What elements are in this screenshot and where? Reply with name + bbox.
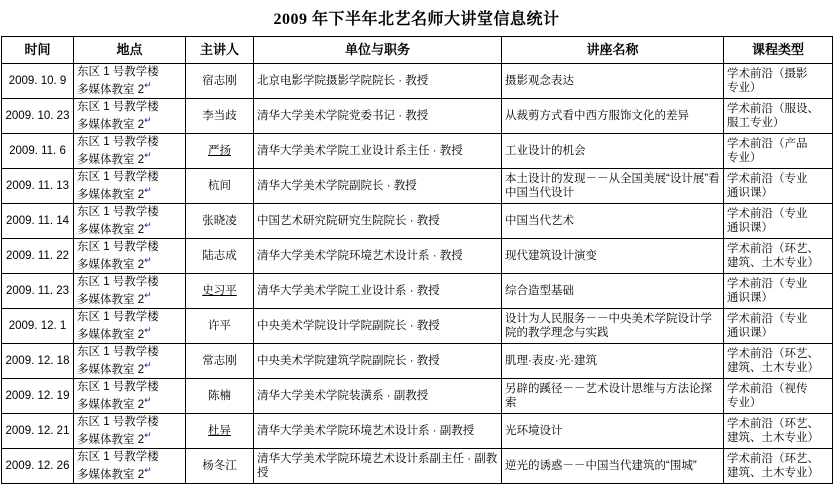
cell-type [724, 169, 833, 204]
cell-place-line1: 东区 1 号教学楼 [77, 136, 159, 149]
cell-lecture: 工业设计的机会 [502, 134, 724, 169]
cell-type [724, 379, 833, 414]
cell-type [724, 274, 833, 309]
place-marker-icon: ↵ [144, 114, 152, 125]
cell-place [74, 449, 186, 484]
cell-speaker: 许平 [186, 309, 254, 344]
place-marker-icon: ↵ [144, 149, 152, 160]
cell-type-line2: 建筑、土木专业） [727, 432, 819, 444]
cell-time: 2009. 12. 18 [2, 344, 74, 379]
cell-speaker: 杨冬江 [186, 449, 254, 484]
table-row [2, 274, 833, 309]
cell-lecture: 逆光的诱惑－－中国当代建筑的“围城” [502, 449, 724, 484]
cell-unit: 清华大学美术学院装潢系 · 副教授 [254, 379, 502, 414]
cell-lecture: 另辟的蹊径－－艺术设计思维与方法论探索 [502, 379, 724, 414]
cell-type-line1: 学术前沿（摄影 [727, 67, 808, 80]
cell-place-line1: 东区 1 号教学楼 [77, 311, 159, 324]
cell-place-line1: 东区 1 号教学楼 [77, 346, 159, 359]
cell-type [724, 99, 833, 134]
cell-time: 2009. 12. 26 [2, 449, 74, 484]
cell-time: 2009. 12. 1 [2, 309, 74, 344]
cell-lecture: 摄影观念表达 [502, 64, 724, 99]
cell-time: 2009. 10. 9 [2, 64, 74, 99]
place-marker-icon: ↵ [144, 79, 152, 90]
cell-place-line2: 多媒体教室 2↵ [77, 219, 152, 236]
cell-speaker: 杜异 [186, 414, 254, 449]
cell-speaker: 史习平 [186, 274, 254, 309]
cell-unit: 清华大学美术学院环境艺术设计系副主任 · 副教授 [254, 449, 502, 484]
cell-speaker: 宿志刚 [186, 64, 254, 99]
place-marker-icon: ↵ [144, 219, 152, 230]
cell-unit: 清华大学美术学院工业设计系 · 教授 [254, 274, 502, 309]
cell-speaker: 严扬 [186, 134, 254, 169]
cell-place [74, 99, 186, 134]
cell-place-line1: 东区 1 号教学楼 [77, 171, 159, 184]
cell-place-line2: 多媒体教室 2↵ [77, 464, 152, 481]
cell-lecture: 本土设计的发现－－从全国美展“设计展”看中国当代设计 [502, 169, 724, 204]
cell-type [724, 449, 833, 484]
cell-speaker: 李当歧 [186, 99, 254, 134]
table-row [2, 414, 833, 449]
cell-place [74, 134, 186, 169]
cell-unit: 中国艺术研究院研究生院院长 · 教授 [254, 204, 502, 239]
cell-type-line2: 通识课） [727, 327, 773, 339]
cell-unit: 清华大学美术学院副院长 · 教授 [254, 169, 502, 204]
cell-place-line1: 东区 1 号教学楼 [77, 381, 159, 394]
place-marker-icon: ↵ [144, 359, 152, 370]
place-marker-icon: ↵ [144, 464, 152, 475]
cell-lecture: 现代建筑设计演变 [502, 239, 724, 274]
cell-place-line2: 多媒体教室 2↵ [77, 254, 152, 271]
cell-type [724, 204, 833, 239]
cell-unit: 清华大学美术学院党委书记 · 教授 [254, 99, 502, 134]
cell-type-line1: 学术前沿（专业 [727, 207, 808, 220]
cell-place [74, 204, 186, 239]
cell-place-line2: 多媒体教室 2↵ [77, 359, 152, 376]
place-marker-icon: ↵ [144, 184, 152, 195]
cell-time: 2009. 12. 21 [2, 414, 74, 449]
table-row [2, 204, 833, 239]
cell-time: 2009. 11. 22 [2, 239, 74, 274]
cell-type-line1: 学术前沿（环艺、 [727, 452, 819, 465]
cell-place-line1: 东区 1 号教学楼 [77, 101, 159, 114]
cell-unit: 北京电影学院摄影学院院长 · 教授 [254, 64, 502, 99]
place-marker-icon: ↵ [144, 324, 152, 335]
cell-place-line1: 东区 1 号教学楼 [77, 416, 159, 429]
table-row [2, 449, 833, 484]
cell-type-line1: 学术前沿（服设、 [727, 102, 819, 115]
cell-type-line2: 通识课） [727, 187, 773, 199]
table-row [2, 64, 833, 99]
cell-type-line1: 学术前沿（环艺、 [727, 347, 819, 360]
cell-place [74, 169, 186, 204]
column-header-place: 地点 [74, 37, 186, 64]
cell-type-line1: 学术前沿（产品 [727, 137, 808, 150]
column-header-lecture: 讲座名称 [502, 37, 724, 64]
cell-place [74, 344, 186, 379]
table-row [2, 379, 833, 414]
table-row [2, 169, 833, 204]
cell-type [724, 64, 833, 99]
cell-type-line2: 专业） [727, 82, 762, 94]
cell-lecture: 肌理·表皮·光·建筑 [502, 344, 724, 379]
cell-place [74, 309, 186, 344]
cell-speaker: 常志刚 [186, 344, 254, 379]
cell-type-line2: 通识课） [727, 222, 773, 234]
place-marker-icon: ↵ [144, 394, 152, 405]
cell-lecture: 设计为人民服务－－中央美术学院设计学院的教学理念与实践 [502, 309, 724, 344]
cell-place-line2: 多媒体教室 2↵ [77, 394, 152, 411]
cell-unit: 中央美术学院建筑学院副院长 · 教授 [254, 344, 502, 379]
cell-time: 2009. 12. 19 [2, 379, 74, 414]
table-row [2, 239, 833, 274]
cell-type-line1: 学术前沿（环艺、 [727, 242, 819, 255]
cell-type-line2: 建筑、土木专业） [727, 362, 819, 374]
cell-place-line1: 东区 1 号教学楼 [77, 276, 159, 289]
cell-place-line2: 多媒体教室 2↵ [77, 79, 152, 96]
cell-place [74, 64, 186, 99]
cell-place-line1: 东区 1 号教学楼 [77, 241, 159, 254]
cell-time: 2009. 11. 6 [2, 134, 74, 169]
cell-place [74, 379, 186, 414]
cell-speaker: 陆志成 [186, 239, 254, 274]
cell-type-line1: 学术前沿（专业 [727, 277, 808, 290]
cell-type [724, 309, 833, 344]
cell-type [724, 239, 833, 274]
column-header-speaker: 主讲人 [186, 37, 254, 64]
column-header-type: 课程类型 [724, 37, 833, 64]
cell-type-line2: 建筑、土木专业） [727, 467, 819, 479]
cell-type-line2: 专业） [727, 152, 762, 164]
cell-place-line2: 多媒体教室 2↵ [77, 429, 152, 446]
place-marker-icon: ↵ [144, 289, 152, 300]
cell-type-line1: 学术前沿（专业 [727, 312, 808, 325]
cell-lecture: 从裁剪方式看中西方服饰文化的差异 [502, 99, 724, 134]
cell-place-line2: 多媒体教室 2↵ [77, 324, 152, 341]
cell-unit: 清华大学美术学院环境艺术设计系 · 副教授 [254, 414, 502, 449]
place-marker-icon: ↵ [144, 254, 152, 265]
table-row [2, 134, 833, 169]
column-header-time: 时间 [2, 37, 74, 64]
cell-unit: 中央美术学院设计学院副院长 · 教授 [254, 309, 502, 344]
cell-time: 2009. 11. 14 [2, 204, 74, 239]
cell-type [724, 134, 833, 169]
cell-place-line2: 多媒体教室 2↵ [77, 184, 152, 201]
cell-lecture: 综合造型基础 [502, 274, 724, 309]
cell-place [74, 414, 186, 449]
cell-lecture: 中国当代艺术 [502, 204, 724, 239]
cell-time: 2009. 11. 23 [2, 274, 74, 309]
cell-speaker: 张晓凌 [186, 204, 254, 239]
cell-unit: 清华大学美术学院环境艺术设计系 · 教授 [254, 239, 502, 274]
table-row [2, 344, 833, 379]
cell-type-line2: 服工专业） [727, 117, 785, 129]
cell-type-line2: 建筑、土木专业） [727, 257, 819, 269]
cell-place-line1: 东区 1 号教学楼 [77, 206, 159, 219]
cell-time: 2009. 11. 13 [2, 169, 74, 204]
cell-place-line1: 东区 1 号教学楼 [77, 66, 159, 79]
lecture-info-table [1, 36, 833, 484]
place-marker-icon: ↵ [144, 429, 152, 440]
cell-type-line2: 通识课） [727, 292, 773, 304]
cell-type [724, 344, 833, 379]
cell-lecture: 光环境设计 [502, 414, 724, 449]
column-header-unit: 单位与职务 [254, 37, 502, 64]
page-title: 2009 年下半年北艺名师大讲堂信息统计 [273, 11, 560, 28]
cell-time: 2009. 10. 23 [2, 99, 74, 134]
cell-speaker: 杭间 [186, 169, 254, 204]
table-row [2, 99, 833, 134]
table-row [2, 309, 833, 344]
cell-type-line1: 学术前沿（专业 [727, 172, 808, 185]
cell-type-line2: 专业） [727, 397, 762, 409]
cell-type [724, 414, 833, 449]
cell-type-line1: 学术前沿（视传 [727, 382, 808, 395]
cell-type-line1: 学术前沿（环艺、 [727, 417, 819, 430]
cell-unit: 清华大学美术学院工业设计系主任 · 教授 [254, 134, 502, 169]
cell-place [74, 239, 186, 274]
cell-place [74, 274, 186, 309]
cell-speaker: 陈楠 [186, 379, 254, 414]
cell-place-line2: 多媒体教室 2↵ [77, 289, 152, 306]
cell-place-line2: 多媒体教室 2↵ [77, 149, 152, 166]
cell-place-line2: 多媒体教室 2↵ [77, 114, 152, 131]
table-header-row [2, 37, 833, 64]
cell-place-line1: 东区 1 号教学楼 [77, 451, 159, 464]
